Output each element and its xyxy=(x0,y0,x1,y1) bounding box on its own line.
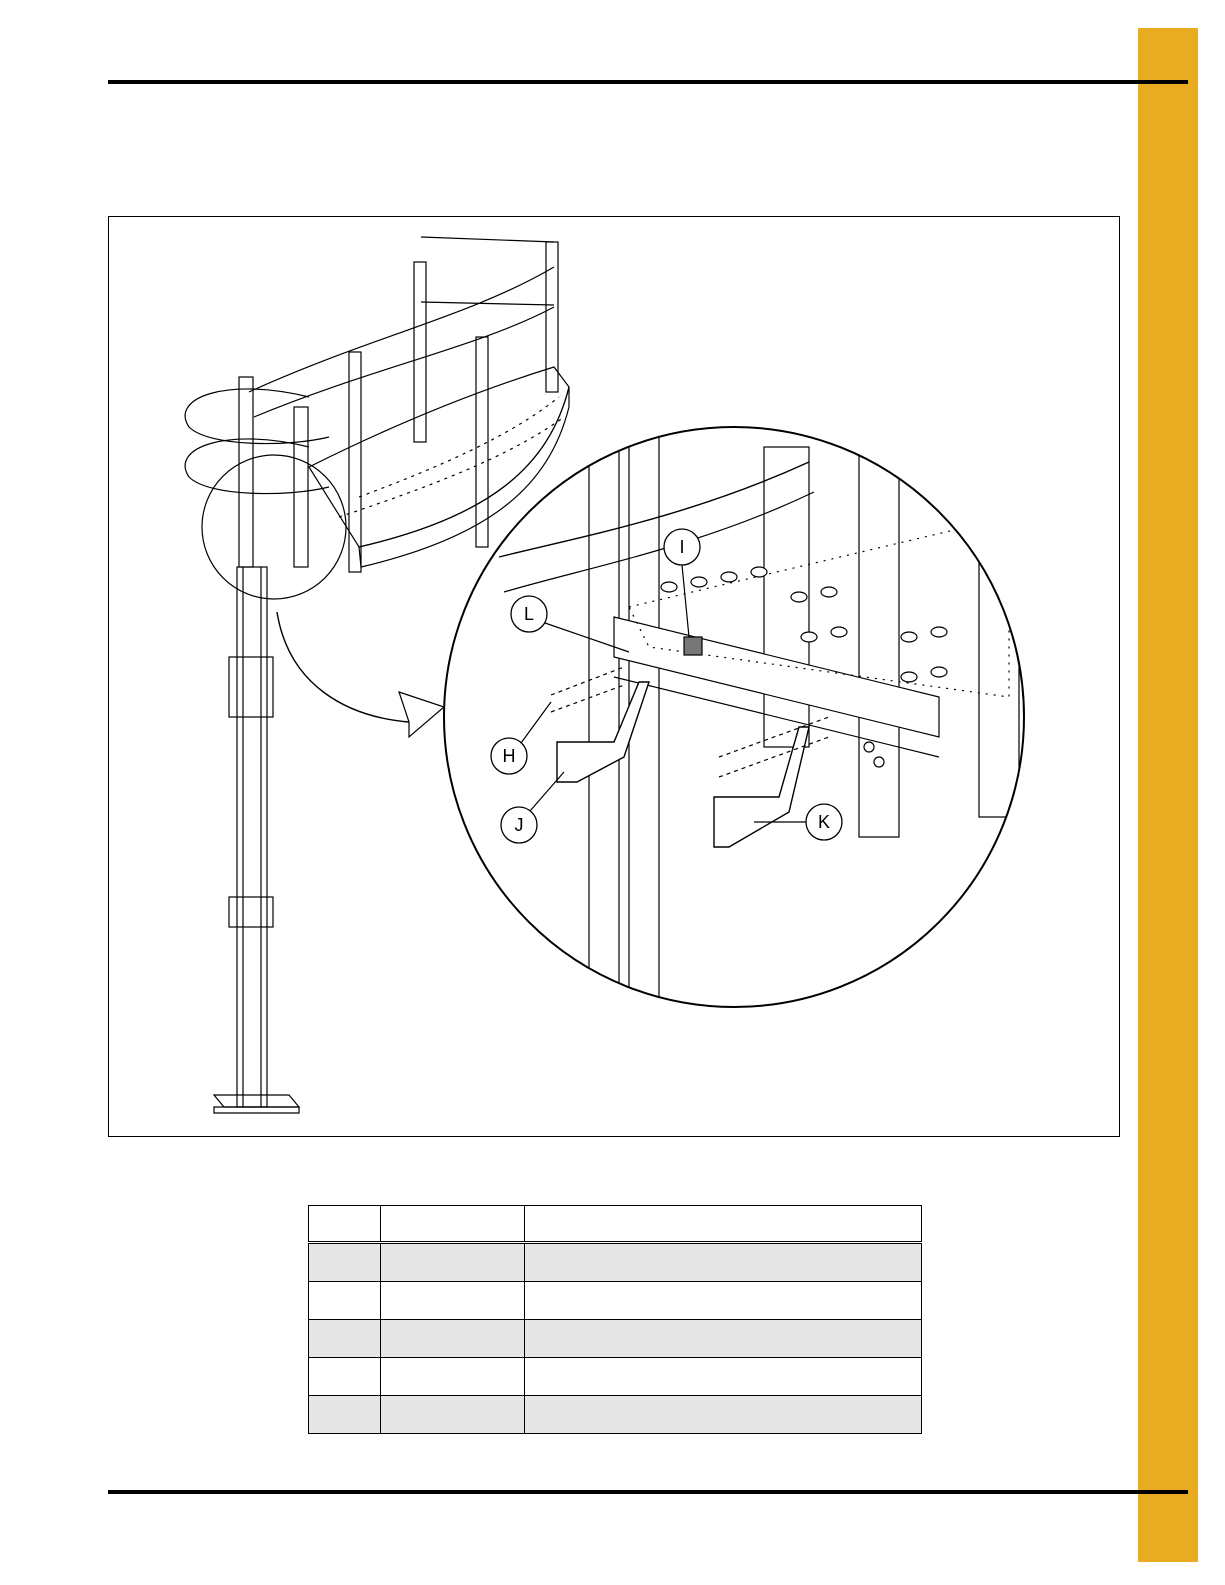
parts-table xyxy=(308,1205,922,1434)
cell xyxy=(309,1358,381,1396)
callout-j: J xyxy=(514,815,524,835)
cell xyxy=(309,1243,381,1282)
cell xyxy=(381,1282,525,1320)
callout-h: H xyxy=(502,746,516,766)
cell xyxy=(525,1320,922,1358)
header-ref xyxy=(309,1206,381,1243)
table-row xyxy=(309,1243,922,1282)
table-row xyxy=(309,1282,922,1320)
table-row xyxy=(309,1320,922,1358)
callout-i: I xyxy=(679,537,685,557)
table-row xyxy=(309,1396,922,1434)
callout-k: K xyxy=(817,812,831,832)
assembly-illustration xyxy=(109,217,1120,1137)
chapter-tab xyxy=(1138,28,1198,1562)
cell xyxy=(381,1358,525,1396)
cell xyxy=(309,1320,381,1358)
header-rule xyxy=(108,80,1188,84)
cell xyxy=(525,1396,922,1434)
cell xyxy=(525,1358,922,1396)
cell xyxy=(381,1243,525,1282)
cell xyxy=(381,1320,525,1358)
assembly-figure xyxy=(108,216,1120,1137)
header-description xyxy=(525,1206,922,1243)
cell xyxy=(381,1396,525,1434)
header-part-number xyxy=(381,1206,525,1243)
callout-l: L xyxy=(523,604,535,624)
table-header-row xyxy=(309,1206,922,1243)
cell xyxy=(525,1243,922,1282)
footer-rule xyxy=(108,1490,1188,1494)
cell xyxy=(309,1396,381,1434)
table-row xyxy=(309,1358,922,1396)
cell xyxy=(525,1282,922,1320)
cell xyxy=(309,1282,381,1320)
